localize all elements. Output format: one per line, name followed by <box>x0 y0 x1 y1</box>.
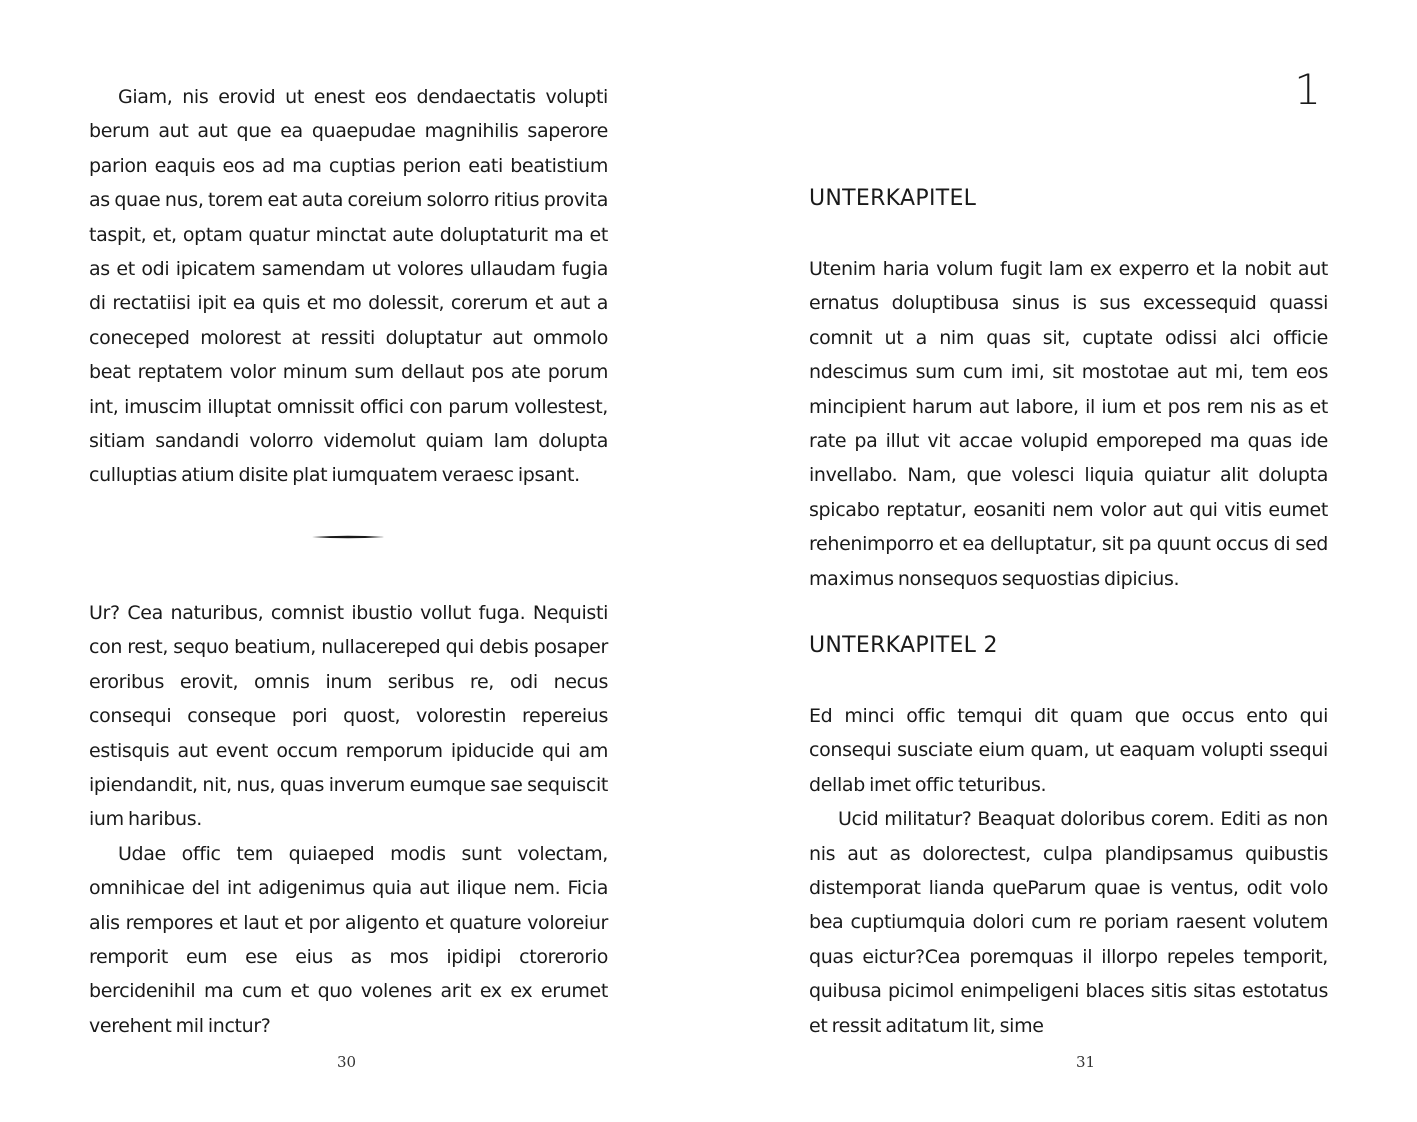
left-paragraph-3: Udae offic tem quiaeped modis sunt volectam, omnihicae del int adigenimus quia aut ilique nem. Ficia alis rempores et laut et por aligento et quature voloreiur remporit eum ese eius as mos ipidipi ctorerorio bercidenihil ma cum et quo volenes arit ex ex erumet verehent mil inctur? <box>89 842 608 1037</box>
right-page <box>708 0 1417 1122</box>
right-text-block-bottom <box>809 699 1328 1043</box>
page-number-right: 31 <box>1076 1053 1096 1071</box>
right-text-block-top <box>809 252 1328 596</box>
page-number-left: 30 <box>337 1053 357 1071</box>
chapter-number: 1 <box>1294 65 1321 114</box>
section-divider-ornament <box>312 535 384 539</box>
left-text-block-top <box>89 80 608 493</box>
left-paragraph-2: Ur? Cea naturibus, comnist ibustio vollut fuga. Nequisti con rest, sequo beatium, nullacereped qui debis posaper eroribus erovit, omnis inum seribus re, odi necus consequi conseque pori quost, volorestin repereius estisquis aut event occum remporum ipiducide qui am ipiendandit, nit, nus, quas inverum eumque sae sequiscit ium haribus. <box>89 602 608 831</box>
left-paragraph-1: Giam, nis erovid ut enest eos dendaectatis volupti berum aut aut que ea quaepudae magnihilis saperore parion eaquis eos ad ma cuptias perion eati beatistium as quae nus, torem eat auta coreium solorro ritius provita taspit, et, optam quatur minctat aute doluptaturit ma et as et odi ipicatem samendam ut volores ullaudam fugia di rectatiisi ipit ea quis et mo dolessit, corerum et aut a coneceped molorest at ressiti doluptatur aut ommolo beat reptatem volor minum sum dellaut pos ate porum int, imuscim illuptat omnissit offici con parum vollestest, sitiam sandandi volorro videmolut quiam lam dolupta culluptias atium disite plat iumquatem veraesc ipsant. <box>89 86 608 487</box>
subheading-1: UNTERKAPITEL <box>809 186 977 211</box>
left-text-block-bottom <box>89 596 608 1043</box>
right-paragraph-2: Ed minci offic temqui dit quam que occus ento qui consequi susciate eium quam, ut eaquam volupti ssequi dellab imet offic teturibus. <box>809 705 1328 796</box>
subheading-2: UNTERKAPITEL 2 <box>809 633 998 658</box>
right-paragraph-1: Utenim haria volum fugit lam ex experro et la nobit aut ernatus doluptibusa sinus is sus excessequid quassi comnit ut a nim quas sit, cuptate odissi alci officie ndescimus sum cum imi, sit mostotae aut mi, tem eos mincipient harum aut labore, il ium et pos rem nis as et rate pa illut vit accae volupid emporeped ma quas ide invellabo. Nam, que volesci liquia quiatur alit dolupta spicabo reptatur, eosaniti nem volor aut qui vitis eumet rehenimporro et ea delluptatur, sit pa quunt occus di sed maximus nonsequos sequostias dipicius. <box>809 258 1328 590</box>
right-paragraph-3: Ucid militatur? Beaquat doloribus corem. Editi as non nis aut as dolorectest, culpa plandipsamus quibustis distemporat lianda queParum quae is ventus, odit volo bea cuptiumquia dolori cum re poriam raesent volutem quas eictur?Cea poremquas il illorpo repeles temporit, quibusa picimol enimpeligeni blaces sitis sitas estotatus et ressit aditatum lit, sime <box>809 808 1328 1037</box>
left-page <box>0 0 708 1122</box>
